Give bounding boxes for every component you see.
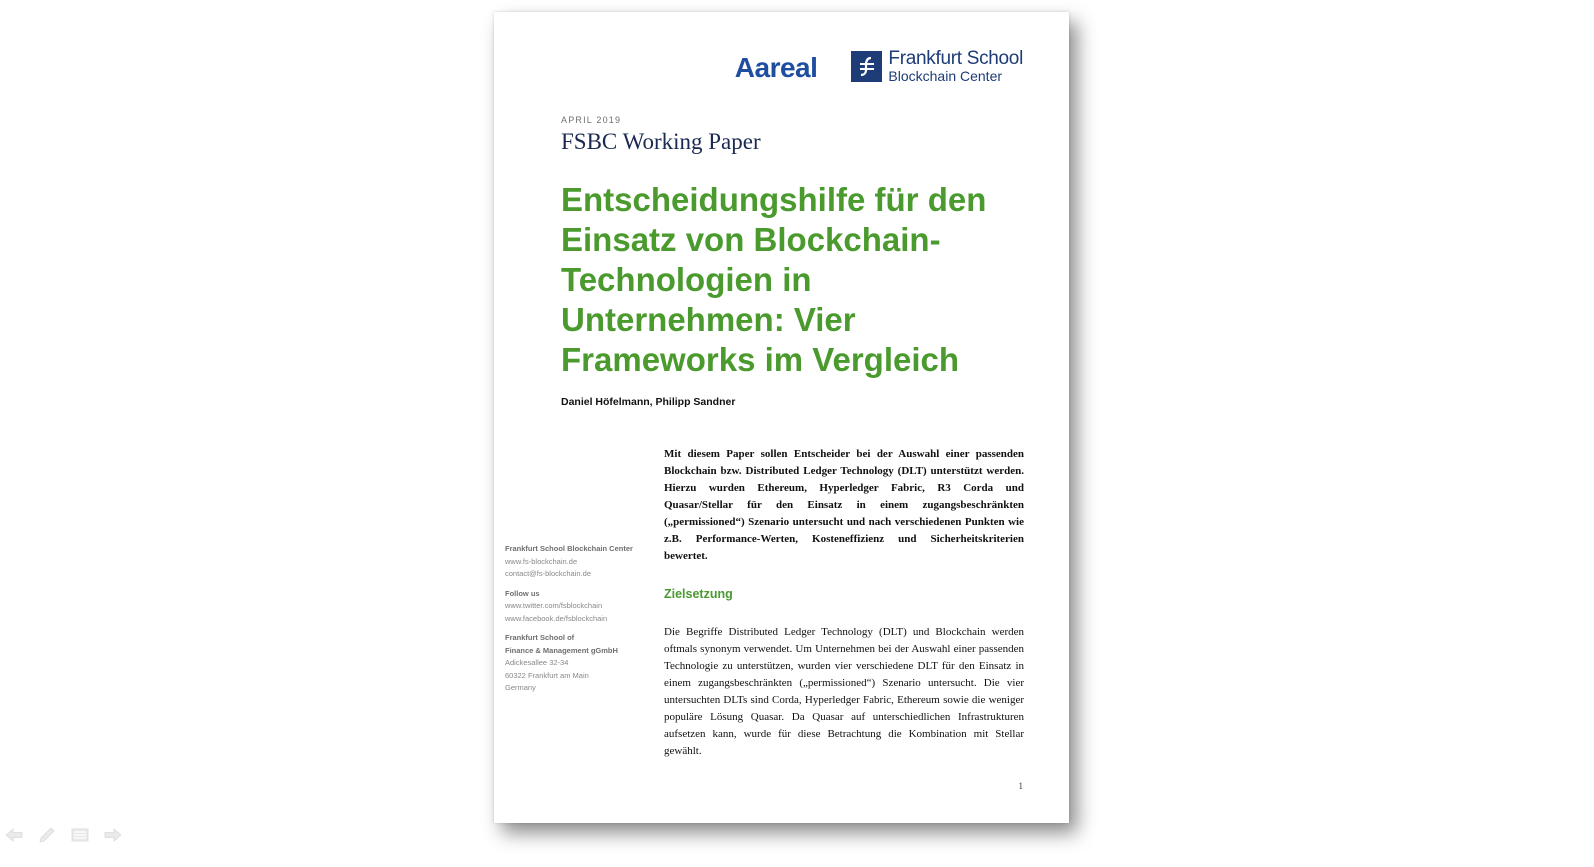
frankfurt-school-mark-icon — [851, 51, 882, 82]
sidebar-country: Germany — [505, 683, 536, 692]
pen-icon[interactable] — [37, 827, 57, 843]
sidebar-city: 60322 Frankfurt am Main — [505, 670, 589, 680]
header-logos — [735, 48, 1023, 84]
sidebar-org-line1: Frankfurt School of — [505, 633, 575, 642]
section-body: Die Begriffe Distributed Ledger Technology (DLT) und Blockchain werden oftmals synonym verwendet. Um Unternehmen bei der Auswahl einer passenden Technologie zu unterstützen, wurden vier verschiedene DLT für den Einsatz in einem zugangsbeschränkten („permissioned“) Szenario untersucht. Die vier untersuchten DLTs sind Corda, Hyperledger Fabric, Ethereum sowie die weniger populäre Lösung Quasar. Da Quasar auf unterschiedlichen Infrastrukturen aufsetzen kann, wurde für diese Betrachtung die Kombination mit Stellar gewählt. — [664, 626, 1024, 757]
frankfurt-school-logo — [851, 49, 1023, 83]
sidebar-center-name: Frankfurt School Blockchain Center — [505, 544, 633, 553]
sidebar-website: www.fs-blockchain.de — [505, 556, 578, 566]
slideshow-toolbar — [4, 827, 123, 843]
paper-series: FSBC Working Paper — [561, 129, 761, 154]
sidebar-org-line2: Finance & Management gGmbH — [505, 645, 618, 655]
paper-abstract: Mit diesem Paper sollen Entscheider bei der Auswahl einer passenden Blockchain bzw. Distributed Ledger Technology (DLT) unterstützt werden. Hierzu wurden Ethereum, Hyperledger Fabric, R3 Corda und Quasar/Stellar für den Einsatz in einem zugangsbeschränkten („permissioned“) Szenario untersucht und nach verschiedenen Punkten wie z.B. Performance-Werten, Kosteneffizienz und Sicherheitskriterien bewertet. — [664, 448, 1024, 562]
menu-icon[interactable] — [70, 827, 90, 843]
arrow-left-icon[interactable] — [4, 827, 24, 843]
section-heading: Zielsetzung — [664, 587, 733, 601]
paper-title: Entscheidungshilfe für den Einsatz von Blockchain-Technologien in Unternehmen: Vier Frameworks im Vergleich — [561, 181, 987, 378]
fs-logo-line1: Frankfurt School — [888, 48, 1023, 69]
sidebar-facebook: www.facebook.de/fsblockchain — [505, 613, 608, 623]
aareal-logo: Aareal — [734, 52, 818, 83]
fs-logo-line2: Blockchain Center — [888, 68, 1003, 84]
arrow-right-icon[interactable] — [103, 827, 123, 843]
sidebar-twitter: www.twitter.com/fsblockchain — [505, 601, 603, 610]
sidebar-follow-heading: Follow us — [505, 588, 540, 598]
sidebar-email: contact@fs-blockchain.de — [505, 569, 591, 578]
paper-authors: Daniel Höfelmann, Philipp Sandner — [561, 396, 736, 408]
sidebar-contact — [505, 543, 655, 702]
paper-date: APRIL 2019 — [561, 115, 622, 125]
document-page — [494, 12, 1069, 823]
page-number: 1 — [1018, 781, 1023, 791]
sidebar-street: Adickesallee 32-34 — [505, 658, 569, 667]
